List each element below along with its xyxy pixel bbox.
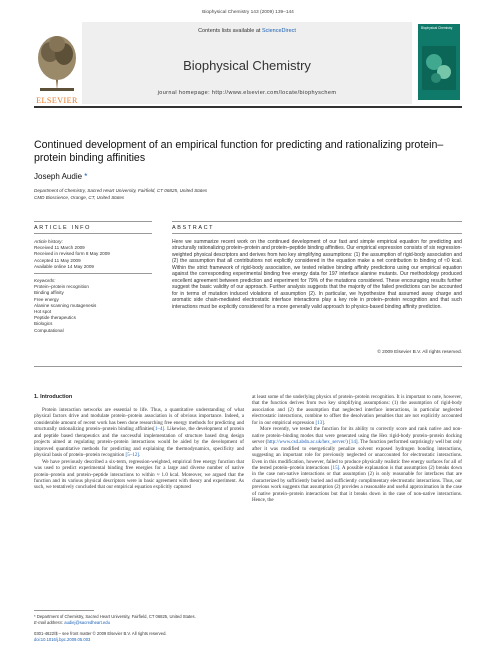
history-revised: Received in revised form 8 May 2009 <box>34 251 110 257</box>
paragraph <box>34 407 244 459</box>
text-run: ) <box>346 439 348 446</box>
keyword: Binding affinity <box>34 290 64 296</box>
info-top-rule <box>34 221 152 222</box>
contents-prefix: Contents lists available at <box>198 28 261 34</box>
history-label: Article history: <box>34 239 63 244</box>
citation-link[interactable]: [1–4] <box>153 426 165 433</box>
text-run: . <box>323 419 326 426</box>
front-matter <box>34 631 244 642</box>
journal-reference: Biophysical Chemistry 143 (2009) 139–144 <box>202 10 294 15</box>
text-run: at least some of the underlying physics of protein–protein recognition. It is important to note, however, that the function derives from two key simplifying assumptions: (1) the assumption of rigid-body association and (2) the assumption that neglected interface interactions, in particular neglected electrostatic interactions, combine to offset the desolvation penalties that are not explicitly accounted for in our empirical expression <box>252 394 462 426</box>
keyword: Free energy <box>34 296 59 302</box>
abstract-top-rule <box>172 221 462 222</box>
author-line <box>34 172 87 181</box>
history-accepted: Accepted 11 May 2009 <box>34 257 81 263</box>
journal-title: Biophysical Chemistry <box>183 58 311 73</box>
email-label: E-mail address: <box>34 619 64 625</box>
article-history <box>34 239 152 270</box>
abstract-copyright: © 2009 Elsevier B.V. All rights reserved. <box>377 350 462 355</box>
citation-link[interactable]: [15] <box>330 464 340 471</box>
author-name: Joseph Audie <box>34 172 83 181</box>
abstract-text: Here we summarize recent work on the continued development of our fast and simple empirical equation for predicting and structurally rationalizing protein–protein and protein–peptide binding affinities. Our empirical expression consists of six regression-weighted physical descriptors and derives from two key simplifying assumptions: (1) the assumption of rigid-body association and (2) the assumption that all contributions not explicitly considered in the equation make a net contribution to binding of ≈0 kcal. Within the strict framework of rigid-body association, we tested relative binding affinity predictions using our empirical equation against the corresponding experimental binding free energy data for 197 interface alanine mutants. Our methodology produced excellent agreement between prediction and experiment for 79% of the mutations considered. These encouraging results further suggest the basic validity of our approach. Further analysis suggests that the majority of the failed predictions can be accounted for in terms of mutation induced violations of assumption (2). In particular, we hypothesize that assumed away charge and aromatic side chain-mediated electrostatic interface interactions play a key role in protein–protein recognition and that such interactions must be explicitly considered for a more generally valid approach to physics-based binding affinity prediction. <box>172 239 462 310</box>
article-title: Continued development of an empirical function for predicting and rationalizing protein–protein binding affinities <box>34 139 444 164</box>
keywords-label: Keywords: <box>34 278 56 283</box>
keyword: Hot spot <box>34 309 52 315</box>
keyword: Computational <box>34 327 64 333</box>
abstract-heading-rule <box>172 233 462 234</box>
abstract-heading: ABSTRACT <box>172 225 215 231</box>
footnote-text: Department of Chemistry, Sacred Heart University, Fairfield, CT 06825, United States. <box>36 614 196 619</box>
text-run: Protein interaction networks are essential to life. Thus, a quantitative understanding of what physical factors drive and modulate protein–protein association is of obvious importance. Indeed, a considerable amount of recent work has been done researching free energy methods for predicting and structurally rationalizing protein–protein binding affinities <box>34 407 244 433</box>
text-run: . The function performed surprisingly well but only after it was modified to energetically penalize solvent exposed hydrogen bonding interactions, suggesting an important role for previously neglected or unaccounted for electrostatic interactions. Even in this modification, however, failed to produce physically realistic free energy surfaces for all of the tested protein–protein interactions <box>252 439 462 471</box>
keyword: Biologics <box>34 321 53 327</box>
cover-image <box>422 46 456 90</box>
author-footnote-mark[interactable]: * <box>84 172 88 181</box>
elsevier-wordmark: ELSEVIER <box>36 96 78 105</box>
contents-line <box>82 28 412 34</box>
keywords <box>34 278 152 334</box>
text-run: . Likewise, the development of protein and peptide based therapeutics and the successful implementation of structure based drug design projects aimed at regulating protein–protein interactions would be aided by the development of improved quantitative methods for predicting and explaining the thermodynamics, specificity and physical basis of protein–protein recognition <box>34 426 244 459</box>
text-run: We have previously described a six-term, regression-weighted, empirical free energy function that was used to predict experimental binding free energies for a large and diverse number of native protein–protein and protein–peptide interactions to within <box>34 458 244 478</box>
sciencedirect-link[interactable]: ScienceDirect <box>261 28 296 34</box>
issn-line: 0301-4622/$ – see front matter © 2009 Elsevier B.V. All rights reserved. <box>34 631 167 636</box>
keyword: Alanine scanning mutagenesis <box>34 302 97 308</box>
footnote <box>34 614 244 625</box>
abstract-bottom-rule <box>34 366 462 367</box>
paragraph <box>34 459 244 491</box>
cover-title: Biophysical Chemistry <box>421 26 453 30</box>
email-link[interactable]: audiej@sacredheart.edu <box>64 619 110 625</box>
citation-link[interactable]: [5–12] <box>125 452 139 459</box>
keyword: Protein–protein recognition <box>34 284 89 290</box>
article-info-heading: ARTICLE INFO <box>34 225 91 231</box>
journal-homepage[interactable]: journal homepage: http://www.elsevier.com/locate/biophyschem <box>157 90 337 96</box>
right-column <box>252 394 462 504</box>
masthead-rule <box>34 106 462 108</box>
text-run: ≈ 1.0 kcal. Moreover, we argued that the function and its various physical descriptors were in basic agreement with theory and experiment. As such, we tentatively concluded that our empirical equation explicitly captured <box>34 471 244 491</box>
footnote-mark: * <box>34 614 36 619</box>
footnote-rule <box>34 610 94 611</box>
doi-link[interactable]: doi:10.1016/j.bpc.2009.05.003 <box>34 636 91 642</box>
introduction-heading: 1. Introduction <box>34 394 73 400</box>
elsevier-tree-logo <box>34 28 80 104</box>
history-received: Received 11 March 2009 <box>34 245 85 251</box>
text-run: . <box>139 452 141 459</box>
text-run: . A possible explanation is that assumption (2) breaks down in the case non-native interactions or that assumption (2) is only reasonable for interfaces that are characterized by sufficiently buried and sufficiently complimentary electrostatic interactions. Thus, our previous work suggests that assumption (2) provides a reasonable and useful approximation in the case of native protein–protein interactions but that it breaks down in the case of non-native interactions. Hence, the <box>252 464 463 504</box>
history-online: Available online 14 May 2009 <box>34 263 94 269</box>
keyword: Peptide therapeutics <box>34 315 76 321</box>
affiliation-2: CMD Bioscience, Orange, CT, United States <box>34 195 125 200</box>
text-run: More recently, we tested the function for its ability to correctly score and rank native and non-native protein–binding modes that were generated using the Hex rigid-body protein–protein docking server ( <box>252 426 462 446</box>
footnote-email <box>34 620 244 626</box>
hex-server-link[interactable]: http://www.csd.abdn.ac.uk/hex_server/ <box>267 439 347 446</box>
info-heading-rule <box>34 233 152 234</box>
paragraph <box>252 426 462 503</box>
left-column <box>34 407 244 491</box>
citation-link[interactable]: [13] <box>315 419 324 426</box>
history-keywords-rule <box>34 273 152 274</box>
affiliation-1: Department of Chemistry, Sacred Heart University, Fairfield, CT 06825, United States <box>34 188 208 193</box>
citation-link[interactable]: [14] <box>349 439 358 446</box>
paragraph <box>252 394 462 426</box>
